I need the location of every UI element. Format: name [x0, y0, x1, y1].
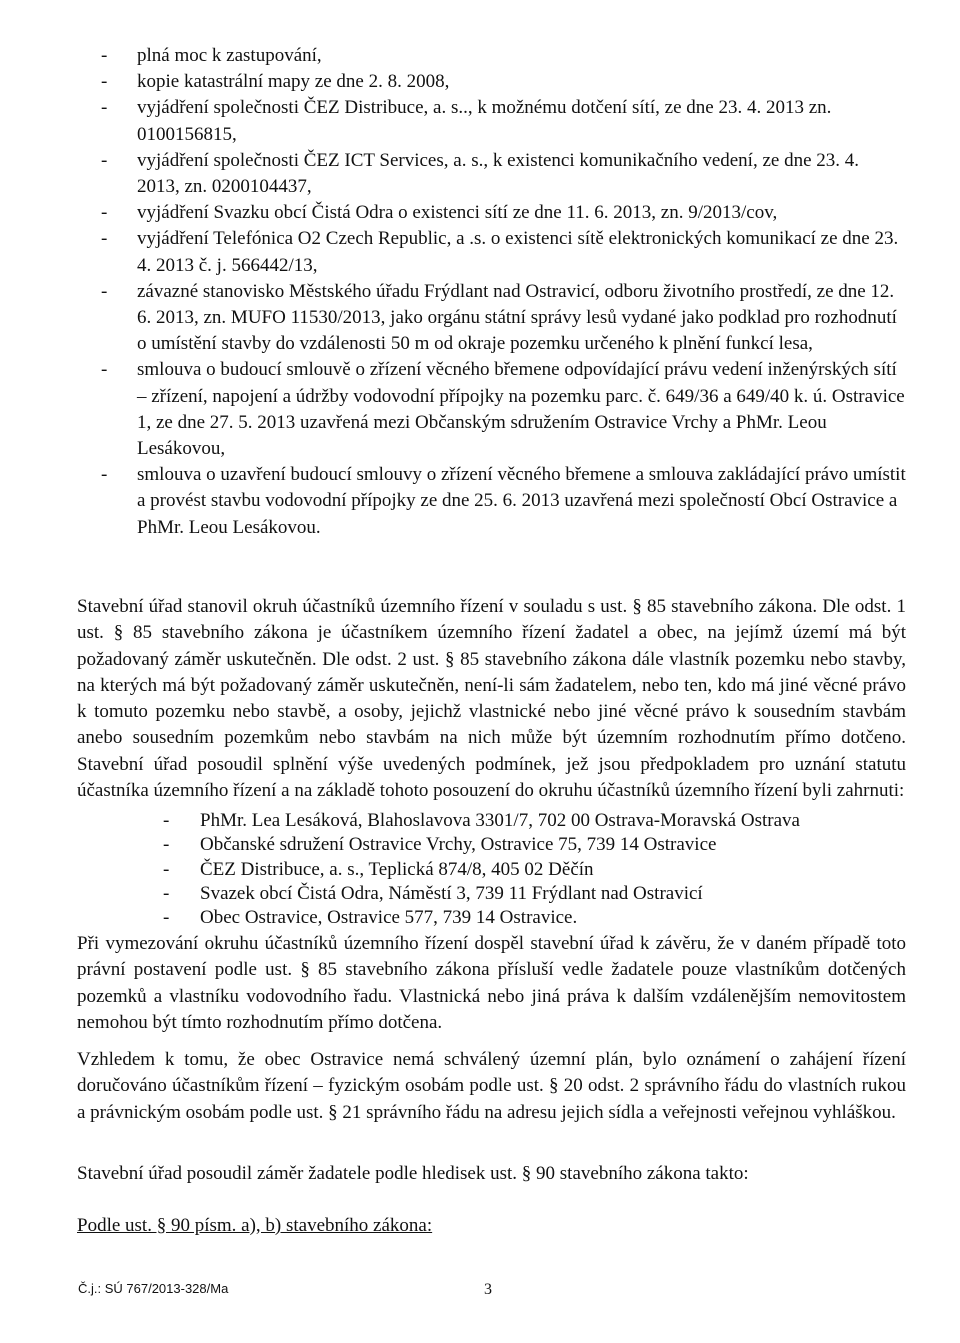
page-number: 3	[484, 1281, 492, 1298]
list-item: - vyjádření společnosti ČEZ Distribuce, a. s.., k možnému dotčení sítí, ze dne 23. 4. 2013 zn. 0100156815,	[80, 95, 906, 147]
list-item: - Obec Ostravice, Ostravice 577, 739 14 Ostravice.	[142, 906, 800, 930]
participants-list	[142, 809, 800, 930]
list-item: - vyjádření Telefónica O2 Czech Republic, a .s. o existenci sítě elektronických komunikací ze dne 23. 4. 2013 č. j. 566442/13,	[80, 226, 906, 278]
notification-paragraph: Vzhledem k tomu, že obec Ostravice nemá schválený územní plán, bylo oznámení o zahájení řízení doručováno účastníkům řízení – fyzickým osobám podle ust. § 20 odst. 2 správního řádu do vlastních rukou a právnickým osobám podle ust. § 21 správního řádu na adresu jejich sídla a veřejnosti veřejnou vyhláškou.	[77, 1049, 906, 1123]
list-item: - PhMr. Lea Lesáková, Blahoslavova 3301/7, 702 00 Ostrava-Moravská Ostrava	[142, 809, 800, 833]
attachments-list	[80, 43, 906, 541]
list-item: - ČEZ Distribuce, a. s., Teplická 874/8, 405 02 Děčín	[142, 858, 800, 882]
footer-reference: Č.j.: SÚ 767/2013-328/Ma	[78, 1281, 229, 1296]
list-item: - závazné stanovisko Městského úřadu Frýdlant nad Ostravicí, odboru životního prostředí, ze dne 12. 6. 2013, zn. MUFO 11530/2013, jako orgánu státní správy lesů vydané jako podklad pro rozhodnutí o umístění stavby do vzdálenosti 50 m od okraje pozemku určeného k plnění funkcí lesa,	[80, 279, 906, 358]
list-item: - Občanské sdružení Ostravice Vrchy, Ostravice 75, 739 14 Ostravice	[142, 833, 800, 857]
list-item: - smlouva o uzavření budoucí smlouvy o zřízení věcného břemene a smlouva zakládající právo umístit a provést stavbu vodovodní přípojky ze dne 25. 6. 2013 uzavřená mezi společností Obcí Ostravice a PhMr. Leou Lesákovou.	[80, 462, 906, 541]
section-subheading: Podle ust. § 90 písm. a), b) stavebního zákona:	[77, 1215, 433, 1236]
participants-paragraph: Stavební úřad stanovil okruh účastníků územního řízení v souladu s ust. § 85 stavebního zákona. Dle odst. 1 ust. § 85 stavebního zákona je účastníkem územního řízení žadatel a obec, na jejímž území má být požadovaný záměr uskutečněn. Dle odst. 2 ust. § 85 stavebního zákona dále vlastník pozemku nebo stavby, na kterých má být požadovaný záměr uskutečněn, není-li sám žadatelem, nebo ten, kdo má jiné věcné právo k tomuto pozemku nebo stavbě, a osoby, jejichž vlastnické nebo jiné věcné právo k sousedním stavbám anebo sousedním pozemkům nebo stavbám na nich může být územním rozhodnutím přímo dotčeno. Stavební úřad posoudil splnění výše uvedených podmínek, jež jsou předpokladem pro uznání statutu účastníka územního řízení a na základě tohoto posouzení do okruhu účastníků územního řízení byli zahrnuti:	[77, 596, 906, 802]
list-item: - plná moc k zastupování,	[80, 43, 906, 69]
assessment-intro-paragraph: Stavební úřad posoudil záměr žadatele podle hledisek ust. § 90 stavebního zákona takto:	[77, 1163, 749, 1184]
list-item: - vyjádření Svazku obcí Čistá Odra o existenci sítí ze dne 11. 6. 2013, zn. 9/2013/cov,	[80, 200, 906, 226]
participants-conclusion-paragraph: Při vymezování okruhu účastníků územního řízení dospěl stavební úřad k závěru, že v daném případě toto právní postavení podle ust. § 85 stavebního zákona přísluší vedle žadatele pouze vlastníkům dotčených pozemků a vlastníku vodovodního řadu. Vlastnická nebo jiná práva k dalším vzdálenějším nemovitostem nemohou být tímto rozhodnutím přímo dotčena.	[77, 933, 906, 1033]
list-item: - vyjádření společnosti ČEZ ICT Services, a. s., k existenci komunikačního vedení, ze dne 23. 4. 2013, zn. 0200104437,	[80, 148, 906, 200]
list-item: - Svazek obcí Čistá Odra, Náměstí 3, 739 11 Frýdlant nad Ostravicí	[142, 882, 800, 906]
list-item: - smlouva o budoucí smlouvě o zřízení věcného břemene odpovídající právu vedení inženýrských sítí – zřízení, napojení a údržby vodovodní přípojky na pozemku parc. č. 649/36 a 649/40 k. ú. Ostravice 1, ze dne 27. 5. 2013 uzavřená mezi Občanským sdružením Ostravice Vrchy a PhMr. Leou Lesákovou,	[80, 357, 906, 462]
list-item: - kopie katastrální mapy ze dne 2. 8. 2008,	[80, 69, 906, 95]
